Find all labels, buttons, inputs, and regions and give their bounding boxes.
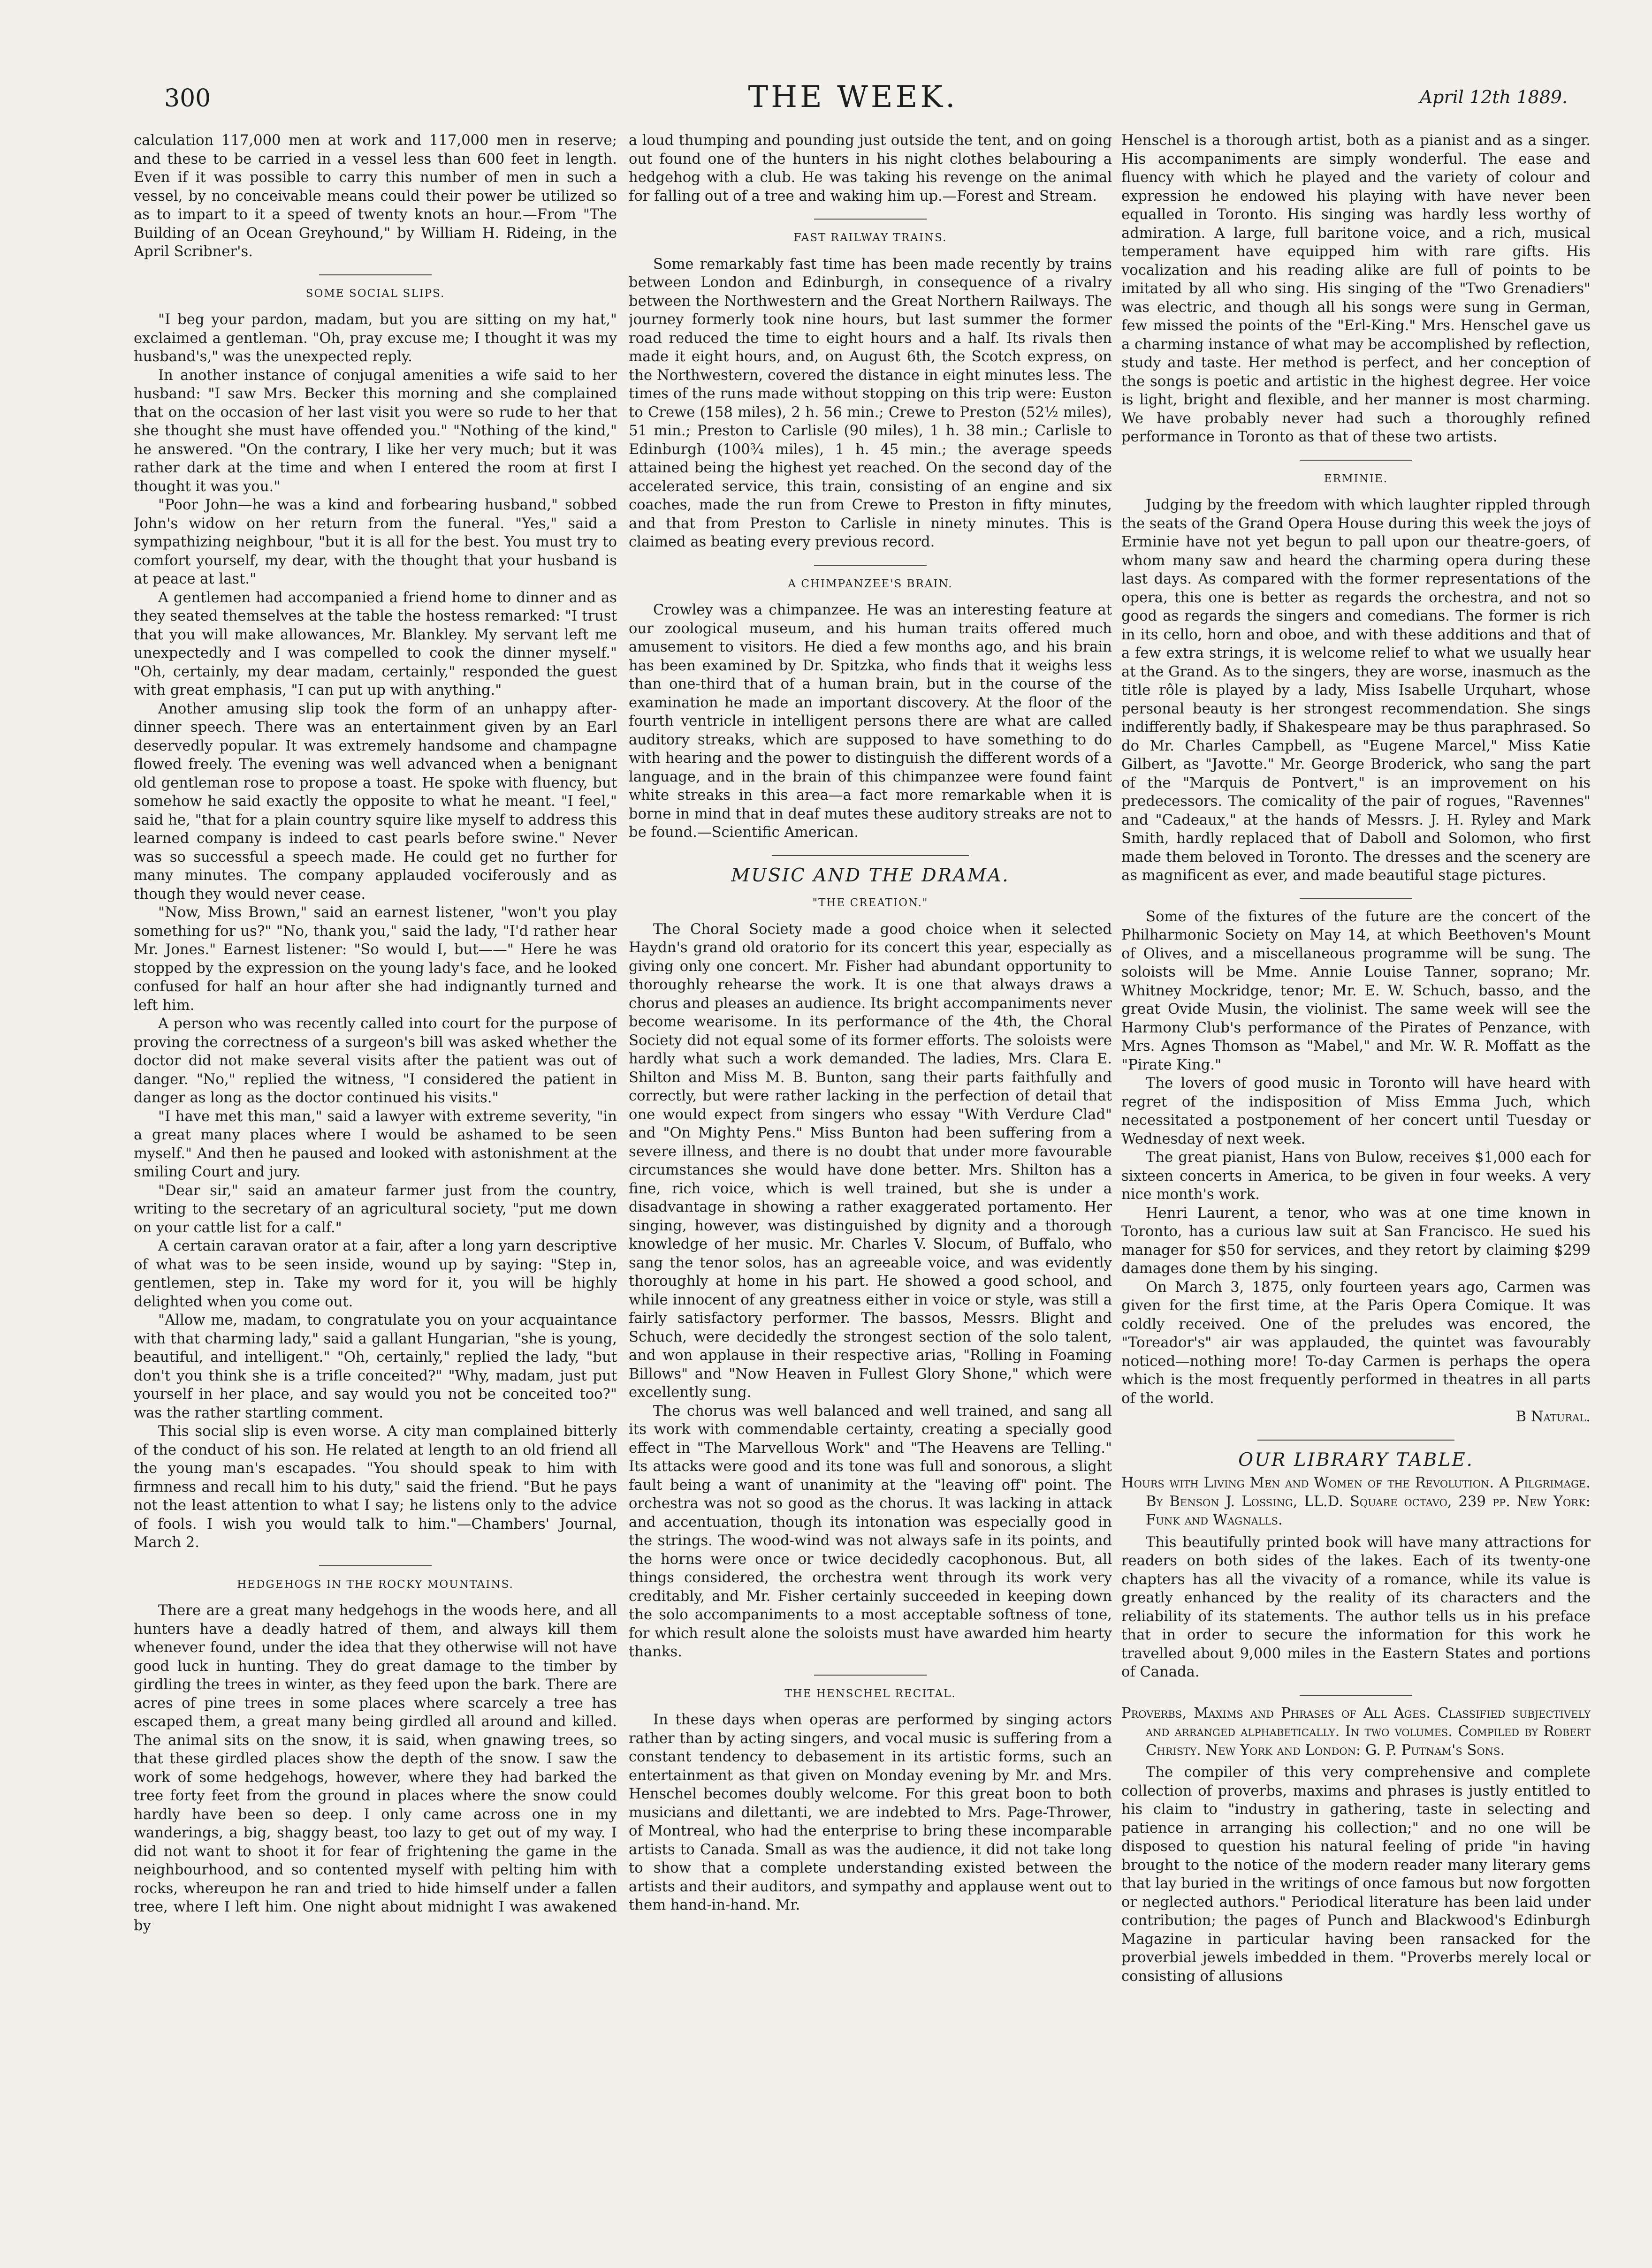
book-review: This beautifully printed book will have many attractions for readers on both sides of the lakes. Each of its twenty-one chapters has all the vivacity of a romance, while its value is greatly enhanced by the reality of its characters and the reliability of its statements. The author tells us in his preface that in order to secure the information for this work he travelled about 9,000 miles in the Eastern States and portions of Canada. (1121, 1534, 1591, 1680)
paragraph: The Choral Society made a good choice when it selected Haydn's grand old oratorio for its concert this year, especially as giving only one concert. Mr. Fisher had abundant opportunity to thoroughly rehearse the work. It is one that always draws a chorus and pleases an audience. Its bright accompaniments never become wearisome. In its performance of the 4th, the Choral Society did not equal some of its former efforts. The soloists were hardly what such a work demanded. The ladies, Mrs. Clara E. Shilton and Miss M. B. Bunton, sang their parts faithfully and correctly, but were rather lacking in the perfection of detail that one would expect from singers who essay "With Verdure Clad" and "On Mighty Pens." Miss Bunton had been suffering from a severe illness, and there is no doubt that under more favourable circumstances she would have done better. Mrs. Shilton has a fine, rich voice, which is well trained, but she is under a disadvantage in showing a rather exaggerated portamento. Her singing, however, was distinguished by dignity and a thorough knowledge of her music. Mr. Charles V. Slocum, of Buffalo, who sang the tenor solos, has an agreeable voice, and was evidently thoroughly at home in his part. He showed a good school, and while innocent of any greatness either in voice or style, was still a fairly satisfactory performer. The bassos, Messrs. Blight and Schuch, were decidedly the strongest section of the solo talent, and won applause in their respective arias, "Rolling in Foaming Billows" and "Now Heaven in Fullest Glory Shone," which were excellently sung. (629, 921, 1112, 1401)
column-3 (1121, 131, 1591, 2209)
continued-paragraph: a loud thumping and pounding just outside the tent, and on going out found one of the hunters in his night clothes belabouring a hedgehog with a club. He was taking his revenge on the animal for falling out of a tree and waking him up.—Forest and Stream. (629, 132, 1112, 205)
paragraph: The lovers of good music in Toronto will have heard with regret of the indisposition of Miss Emma Juch, which necessitated a postponement of her concert until Tuesday or Wednesday of next week. (1121, 1075, 1591, 1147)
book-title-entry: Proverbs, Maxims and Phrases of All Ages. Classified subjectively and arranged alphabetically. In two volumes. Compiled by Robert Christy. New York and London: G. P. Putnam's Sons. (1121, 1705, 1591, 1759)
paragraph: A person who was recently called into court for the purpose of proving the correctness of a surgeon's bill was asked whether the doctor did not make several visits after the patient was out of danger. "No," replied the witness, "I considered the patient in danger as long as the doctor continued his visits." (134, 1016, 617, 1106)
paragraph: In these days when operas are performed by singing actors rather than by acting singers, and vocal music is suffering from a constant tendency to debasement in its artistic forms, such an entertainment as that given on Monday evening by Mr. and Mrs. Henschel becomes doubly welcome. For this great boon to both musicians and dilettanti, we are indebted to Mrs. Page-Thrower, of Montreal, who had the enterprise to bring these incomparable artists to Canada. Small as was the audience, it did not take long to show that a complete understanding existed between the artists and their auditors, and sympathy and applause went out to them hand-in-hand. Mr. (629, 1712, 1112, 1913)
paragraph: The chorus was well balanced and well trained, and sang all its work with commendable certainty, creating a specially good effect in "The Marvellous Work" and "The Heavens are Telling." Its attacks were good and its tone was full and sonorous, a slight fault being a want of unanimity at the "leaving off" point. The orchestra was not so good as the chorus. It was lacking in attack and accentuation, though its intonation was especially good in the strings. The wood-wind was not always safe in its points, and the horns were once or twice decidedly cacophonous. But, all things considered, the orchestra went through its work very creditably, and Mr. Fisher certainly succeeded in keeping down the solo accompaniments to a most acceptable softness of tone, for which result alone the soloists must have awarded him hearty thanks. (629, 1403, 1112, 1660)
paragraph: In another instance of conjugal amenities a wife said to her husband: "I saw Mrs. Becker this morning and she complained that on the occasion of her last visit you were so rude to her that she thought she must have offended you." "Nothing of the kind," he answered. "On the contrary, I like her very much; but it was rather dark at the time and when I entered the room at first I thought it was you." (134, 367, 617, 495)
section-heading-erminie: ERMINIE. (1324, 472, 1388, 485)
paragraph: A certain caravan orator at a fair, after a long yarn descriptive of what was to be seen inside, wound up by saying: "Step in, gentlemen, step in. Take my word for it, you will be highly delighted when you come out. (134, 1238, 617, 1310)
book-review: The compiler of this very comprehensive and complete collection of proverbs, maxims and phrases is justly entitled to his claim to "industry in gathering, taste in selecting and patience in arranging his collection;" and no one will be disposed to question his natural feeling of pride "in having brought to the notice of the modern reader many literary gems that lay buried in the writings of once famous but now forgotten or neglected authors." Periodical literature has been laid under contribution; the pages of Punch and Blackwood's Edinburgh Magazine in particular having been ransacked for the proverbial jewels imbedded in them. "Proverbs merely local or consisting of allusions (1121, 1764, 1591, 1985)
paragraph: On March 3, 1875, only fourteen years ago, Carmen was given for the first time, at the Paris Opera Comique. It was coldly received. One of the preludes was encored, the "Toreador's" air was applauded, the quintet was favourably noticed—nothing more! To-day Carmen is perhaps the opera which is the most frequently performed in theatres in all parts of the world. (1121, 1279, 1591, 1407)
column-1 (134, 131, 617, 2209)
page-header (129, 75, 1577, 117)
paragraph: "I have met this man," said a lawyer with extreme severity, "in a great many places where I would be ashamed to be seen myself." And then he paused and looked with astonishment at the smiling Court and jury. (134, 1108, 617, 1180)
signature: B Natural. (1515, 1409, 1591, 1425)
section-heading-creation: "THE CREATION." (812, 897, 929, 909)
paragraph: Judging by the freedom with which laughter rippled through the seats of the Grand Opera House during this week the joys of Erminie have not yet begun to pall upon our theatre-goers, of whom many saw and heard the charming opera during these last days. As compared with the former representations of the opera, this one is better as regards the orchestra, and not so good as regards the singers and comedians. The former is rich in its cello, horn and oboe, and with these additions and that of a few extra strings, it is welcome relief to what we usually hear at the Grand. As to the singers, they are worse, inasmuch as the title rôle is played by a lady, Miss Isabelle Urquhart, whose personal beauty is her strongest recommendation. She sings indifferently badly, if Shakespeare may be thus paraphrased. So do Mr. Charles Campbell, as "Eugene Marcel," Miss Katie Gilbert, as "Javotte." Mr. George Broderick, who sang the part of the "Marquis de Pontvert," is an improvement on his predecessors. The comicality of the pair of rogues, "Ravennes" and "Cadeaux," at the hands of Messrs. J. H. Ryley and Mark Smith, hardly replaced that of Daboll and Solomon, who first made them beloved in Toronto. The dresses and the scenery are as magnificent as ever, and made beautiful stage pictures. (1121, 497, 1591, 884)
paragraph: "Allow me, madam, to congratulate you on your acquaintance with that charming lady," said a gallant Hungarian, "she is young, beautiful, and intelligent." "Oh, certainly," replied the lady, "but don't you think she is a trifle conceited?" "Why, madam, just put yourself in her place, and say would you not be conceited too?" was the rather startling comment. (134, 1312, 617, 1421)
paragraph: A gentlemen had accompanied a friend home to dinner and as they seated themselves at the table the hostess remarked: "I trust that you will make allowances, Mr. Blankley. My servant left me unexpectedly and I was compelled to cook the dinner myself." "Oh, certainly, my dear madam, certainly," responded the guest with great emphasis, "I can put up with anything." (134, 589, 617, 698)
section-divider (814, 565, 927, 566)
book-title-entry: Hours with Living Men and Women of the Revolution. A Pilgrimage. By Benson J. Lossing, LL.D. Square octavo, 239 pp. New York: Funk and Wagnalls. (1121, 1475, 1591, 1528)
section-divider (772, 855, 969, 856)
paragraph: There are a great many hedgehogs in the woods here, and all hunters have a deadly hatred of them, and always kill them whenever found, under the idea that they otherwise will not have good luck in hunting. They do great damage to the timber by girdling the trees in winter, as they feed upon the bark. There are acres of pine trees in some places where scarcely a tree has escaped them, a great many being girdled all around and killed. The animal sits on the snow, it is said, when gnawing trees, so that these girdled places show the depth of the snow. I saw the work of some hedgehogs, however, where they had barked the tree forty feet from the ground in places where the snow could hardly have been so deep. I only came across one in my wanderings, a big, shaggy beast, too lazy to get out of my way. I did not want to shoot it for fear of frightening the game in the neighbourhood, and so contented myself with pelting him with rocks, whereupon he ran and tried to hide himself under a fallen tree, where I left him. One night about midnight I was awakened by (134, 1602, 617, 1934)
paragraph: "Now, Miss Brown," said an earnest listener, "won't you play something for us?" "No, thank you," said the lady, "I'd rather hear Mr. Jones." Earnest listener: "So would I, but——" Here he was stopped by the expression on the young lady's face, and he looked confused for half an hour after she had indignantly turned and left him. (134, 904, 617, 1014)
department-heading-library-table: OUR LIBRARY TABLE. (1238, 1449, 1474, 1471)
continued-paragraph: calculation 117,000 men at work and 117,000 men in reserve; and these to be carried in a vessel less than 600 feet in length. Even if it was possible to carry this number of men in such a vessel, by no conceivable means could their power be utilized so as to impart to it a speed of twenty knots an hour.—From "The Building of an Ocean Greyhound," by William H. Rideing, in the April Scribner's. (134, 132, 617, 260)
section-heading-henschel: THE HENSCHEL RECITAL. (784, 1687, 956, 1700)
masthead: THE WEEK. (748, 80, 958, 114)
paragraph: Some remarkably fast time has been made recently by trains between London and Edinburgh, in consequence of a rivalry between the Northwestern and the Great Northern Railways. The journey formerly took nine hours, but last summer the former road reduced the time to eight hours and a half. Its rivals then made it eight hours, and, on August 6th, the Scotch express, on the Northwestern, covered the distance in eight minutes less. The times of the runs made without stopping on this trip were: Euston to Crewe (158 miles), 2 h. 56 min.; Crewe to Preston (52½ miles), 51 min.; Preston to Carlisle (90 miles), 1 h. 38 min.; Carlisle to Edinburgh (100¾ miles), 1 h. 45 min.; the average speeds attained being the highest yet reached. On the second day of the accelerated service, this train, consisting of an engine and six coaches, made the run from Crewe to Preston in fifty minutes, and that from Preston to Carlisle in ninety minutes. This is claimed as beating every previous record. (629, 256, 1112, 550)
paragraph: The great pianist, Hans von Bulow, receives $1,000 each for sixteen concerts in America, to be given in four weeks. A very nice month's work. (1121, 1149, 1591, 1203)
paragraph: "Poor John—he was a kind and forbearing husband," sobbed John's widow on her return from the funeral. "Yes," said a sympathizing neighbour, "but it is all for the best. You must try to comfort yourself, my dear, with the thought that your husband is at peace at last." (134, 497, 617, 587)
section-divider (814, 1675, 927, 1676)
section-heading-chimpanzee: A CHIMPANZEE'S BRAIN. (788, 577, 953, 590)
paragraph: Some of the fixtures of the future are the concert of the Philharmonic Society on May 14, at which Beethoven's Mount of Olives, and a miscellaneous programme will be sung. The soloists will be Mme. Annie Louise Tanner, soprano; Mr. Whitney Mockridge, tenor; Mr. E. W. Schuch, basso, and the great Ovide Musin, the violinist. The same week will see the Harmony Club's performance of the Pirates of Penzance, with Mrs. Agnes Thomson as "Mabel," and Mr. W. R. Moffatt as the "Pirate King." (1121, 908, 1591, 1073)
department-heading-music-drama: MUSIC AND THE DRAMA. (731, 865, 1010, 886)
issue-date: April 12th 1889. (1419, 87, 1568, 107)
section-heading-hedgehogs: HEDGEHOGS IN THE ROCKY MOUNTAINS. (237, 1578, 514, 1591)
paragraph: Another amusing slip took the form of an unhappy after-dinner speech. There was an entertainment given by an Earl deservedly popular. It was extremely handsome and champagne flowed freely. The evening was well advanced when a benignant old gentleman rose to propose a toast. He spoke with fluency, but somehow he said exactly the opposite to what he meant. "I feel," said he, "that for a plain country squire like myself to address this learned company is indeed to cast pearls before swine." Never was so successful a speech made. He could get no further for many minutes. The company applauded vociferously and as though they would never cease. (134, 700, 617, 903)
paragraph: "Dear sir," said an amateur farmer just from the country, writing to the secretary of an agricultural society, "put me down on your cattle list for a calf." (134, 1182, 617, 1236)
section-heading-social-slips: SOME SOCIAL SLIPS. (305, 287, 445, 300)
section-divider (319, 1565, 432, 1566)
section-heading-railway-trains: FAST RAILWAY TRAINS. (793, 232, 947, 244)
page-number: 300 (164, 84, 211, 113)
section-divider (1300, 1695, 1412, 1696)
section-divider (1300, 460, 1412, 461)
paragraph: "I beg your pardon, madam, but you are sitting on my hat," exclaimed a gentleman. "Oh, pray excuse me; I thought it was my husband's," was the unexpected reply. (134, 311, 617, 365)
paragraph: Crowley was a chimpanzee. He was an interesting feature at our zoological museum, and his human traits offered much amusement to visitors. He died a few months ago, and his brain has been examined by Dr. Spitzka, who finds that it weighs less than one-third that of a human brain, but in the course of the examination he made an important discovery. At the floor of the fourth ventricle in intelligent persons there are what are called auditory streaks, which are supposed to have something to do with hearing and the power to distinguish the different words of a language, and in the brain of this chimpanzee were found faint white streaks in this area—a fact more remarkable when it is borne in mind that in deaf mutes these auditory streaks are not to be found.—Scientific American. (629, 602, 1112, 841)
column-2 (629, 131, 1112, 2209)
section-divider (319, 274, 432, 275)
continued-paragraph: Henschel is a thorough artist, both as a pianist and as a singer. His accompaniments are simply wonderful. The ease and fluency with which he played and the variety of colour and expression he endowed his playing with have never been equalled in Toronto. His singing was hardly less worthy of admiration. A large, full baritone voice, and a rich, musical temperament have equipped him with rare gifts. His vocalization and his reading alike are full of points to be imitated by all who sing. His singing of the "Two Grenadiers" was electric, and though all his songs were sung in German, few missed the points of the "Erl-King." Mrs. Henschel gave us a charming instance of what may be accomplished by reflection, study and taste. Her method is perfect, and her conception of the songs is poetic and artistic in the highest degree. Her voice is light, bright and flexible, and her manner is most charming. We have probably never had such a thoroughly refined performance in Toronto as that of these two artists. (1121, 132, 1591, 445)
section-divider (1300, 898, 1412, 899)
section-divider (1257, 1440, 1454, 1441)
paragraph: This social slip is even worse. A city man complained bitterly of the conduct of his son. He related at length to an old friend all the young man's escapades. "You should speak to him with firmness and recall him to his duty," said the friend. "But he pays not the least attention to what I say; he listens only to the advice of fools. I wish you would talk to him."—Chambers' Journal, March 2. (134, 1423, 617, 1551)
section-divider (814, 219, 927, 220)
paragraph: Henri Laurent, a tenor, who was at one time known in Toronto, has a curious law suit at San Francisco. He sued his manager for $50 for services, and they retort by claiming $299 damages done them by his singing. (1121, 1205, 1591, 1277)
